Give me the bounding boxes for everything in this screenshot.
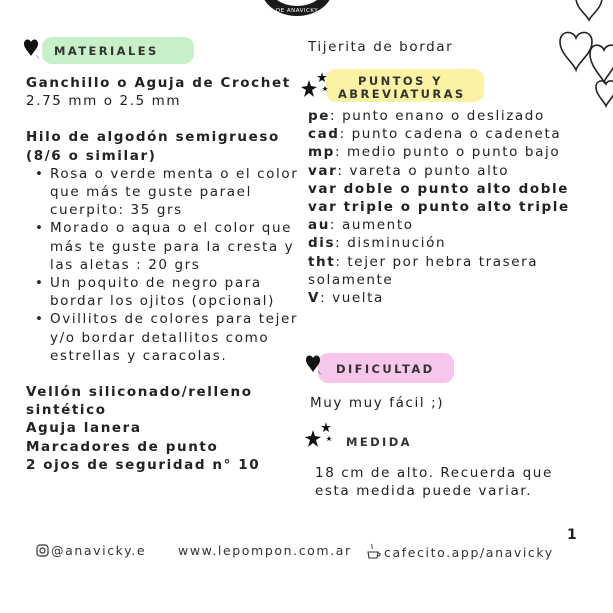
heart-icon <box>24 38 44 62</box>
abbr-row: cad: punto cadena o cadeneta <box>308 126 562 143</box>
abbreviations-list <box>308 107 588 307</box>
cafecito-link[interactable] <box>366 543 554 561</box>
list-item: • Rosa o verde menta o el color que más te guste parael cuerpito: 35 grs <box>26 165 306 220</box>
stars-icon <box>300 70 334 100</box>
puntos-title-line2: ABREVIATURAS <box>338 87 466 101</box>
puntos-title-line1: PUNTOS Y <box>358 74 443 88</box>
abbr-row: au: aumento <box>308 217 414 234</box>
stars-icon <box>304 420 338 450</box>
stuffing: Vellón siliconado/relleno sintético <box>26 384 253 419</box>
website-link[interactable]: www.lepompon.com.ar <box>178 543 352 558</box>
materiales-title: MATERIALES <box>54 44 159 58</box>
thread-color-list <box>26 165 306 365</box>
abbr-row: var triple o punto alto triple <box>308 199 570 216</box>
thread-title: Hilo de algodón semigrueso <box>26 129 280 146</box>
instagram-icon <box>36 544 49 557</box>
needle: Aguja lanera <box>26 420 142 437</box>
heart-outline-icon <box>590 45 613 82</box>
heart-outline-icon <box>596 81 613 106</box>
abbr-row: pe: punto enano o deslizado <box>308 108 545 124</box>
heart-outline-icon <box>560 32 592 70</box>
instagram-link[interactable] <box>36 543 146 558</box>
hearts-decoration <box>556 0 613 112</box>
dificultad-title: DIFICULTAD <box>336 362 435 376</box>
abbr-row: var doble o punto alto doble <box>308 180 569 197</box>
abbr-row: dis: disminución <box>308 235 447 252</box>
abbr-row: tht: tejer por hebra trasera solamente <box>308 253 539 288</box>
coffee-cup-icon <box>366 543 382 561</box>
heart-outline-icon <box>576 0 602 20</box>
list-item: • Morado o aqua o el color que más te guste para la cresta y las aletas : 20 grs <box>26 219 306 274</box>
logo-text: DE ANAVICKY <box>275 8 319 14</box>
medida-text: 18 cm de alto. Recuerda que esta medida puede variar. <box>315 465 553 500</box>
materiales-list <box>26 74 306 474</box>
markers: Marcadores de punto <box>26 438 219 455</box>
abbr-row: V: vuelta <box>308 290 384 307</box>
medida-title: MEDIDA <box>346 435 412 449</box>
logo-badge <box>258 0 336 20</box>
abbr-row: var: vareta o punto alto <box>308 162 510 179</box>
heart-icon <box>306 354 326 378</box>
scissors-item: Tijerita de bordar <box>308 39 454 55</box>
cafecito-handle: cafecito.app/anavicky <box>384 544 554 560</box>
abbr-row: mp: medio punto o punto bajo <box>308 144 561 161</box>
safety-eyes: 2 ojos de seguridad n° 10 <box>26 456 261 473</box>
instagram-handle: @anavicky.e <box>51 543 147 558</box>
hook-title: Ganchillo o Aguja de Crochet <box>26 75 291 91</box>
list-item: • Un poquito de negro para bordar los ojitos (opcional) <box>26 274 306 310</box>
list-item: • Ovillitos de colores para tejer y/o bordar detallitos como estrellas y caracolas. <box>26 310 306 365</box>
thread-subtitle: (8/6 o similar) <box>26 147 157 164</box>
hook-size: 2.75 mm o 2.5 mm <box>26 93 182 110</box>
dificultad-text: Muy muy fácil ;) <box>310 395 445 411</box>
page-number: 1 <box>567 527 577 543</box>
